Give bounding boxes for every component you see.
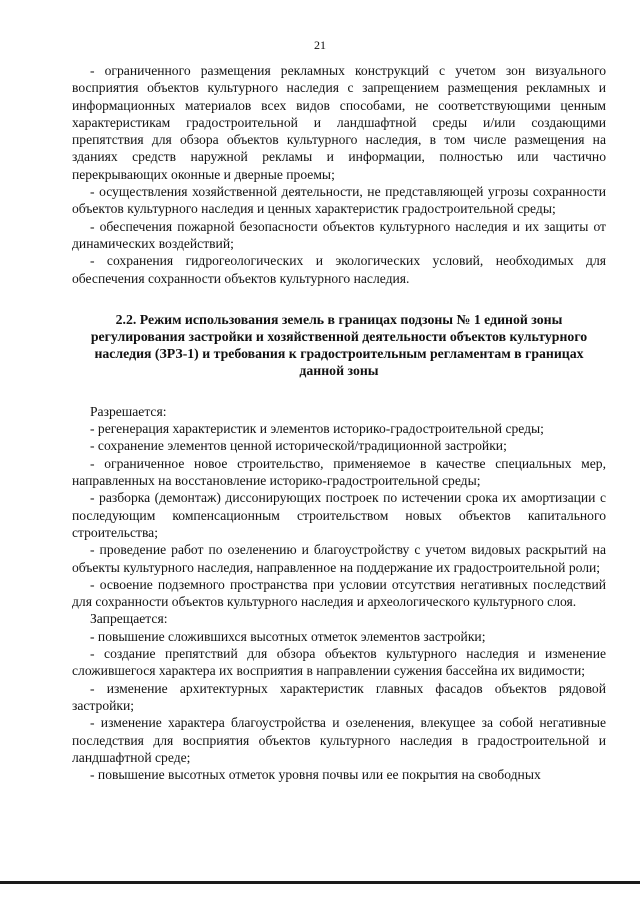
paragraph: - разборка (демонтаж) диссонирующих построек по истечении срока их амортизации с последующим компенсационным строительством новых объектов капитального строительства;: [72, 490, 606, 540]
forbidden-label: Запрещается:: [90, 611, 168, 627]
paragraph: - осуществления хозяйственной деятельности, не представляющей угрозы сохранности объектов культурного наследия и ценных характеристик градостроительной среды;: [72, 184, 606, 217]
paragraph: - изменение характера благоустройства и озеленения, влекущее за собой негативные последствия для восприятия объектов культурного наследия в градостроительной и ландшафтной среде;: [72, 715, 606, 765]
allowed-label: Разрешается:: [90, 403, 167, 419]
paragraph: - проведение работ по озеленению и благоустройству с учетом видовых раскрытий на объекты культурного наследия, направленное на поддержание их градостроительной роли;: [72, 542, 606, 575]
paragraph: - сохранение элементов ценной исторической/традиционной застройки;: [90, 438, 507, 454]
page-content: [72, 62, 606, 783]
bottom-scan-edge: [0, 881, 640, 884]
paragraph: - освоение подземного пространства при условии отсутствия негативных последствий для сохранности объектов культурного наследия и археологического культурного слоя.: [72, 576, 606, 610]
paragraph: - сохранения гидрогеологических и экологических условий, необходимых для обеспечения сохранности объектов культурного наследия.: [72, 253, 606, 286]
section-heading: 2.2. Режим использования земель в границах подзоны № 1 единой зоны регулирования застройки и хозяйственной деятельности объектов культурного наследия (ЗРЗ-1) и требования к градостроительным регламентам в границах данной зоны: [90, 311, 588, 378]
paragraph: - повышение сложившихся высотных отметок элементов застройки;: [90, 628, 486, 644]
paragraph: - обеспечения пожарной безопасности объектов культурного наследия и их защиты от динамических воздействий;: [72, 218, 606, 251]
paragraph: - повышение высотных отметок уровня почвы или ее покрытия на свободных: [90, 767, 541, 783]
page-number: 21: [314, 38, 326, 52]
paragraph: - изменение архитектурных характеристик главных фасадов объектов рядовой застройки;: [72, 680, 606, 713]
paragraph: - ограниченное новое строительство, применяемое в качестве специальных мер, направленных на восстановление историко-градостроительной среды;: [72, 455, 606, 489]
paragraph: - регенерация характеристик и элементов историко-градостроительной среды;: [90, 421, 544, 437]
paragraph: - ограниченного размещения рекламных конструкций с учетом зон визуального восприятия объектов культурного наследия с запрещением размещения рекламных и информационных материалов всех видов способами, не соответствующими ценным характеристикам градостроительной и ландшафтной среды и/или создающими препятствия для обзора объектов культурного наследия, в том числе размещения на зданиях средств наружной рекламы и информации, полностью или частично перекрывающих оконные и дверные проемы;: [72, 63, 606, 182]
paragraph: - создание препятствий для обзора объектов культурного наследия и изменение сложившегося характера их восприятия в направлении сужения бассейна их видимости;: [72, 646, 606, 679]
